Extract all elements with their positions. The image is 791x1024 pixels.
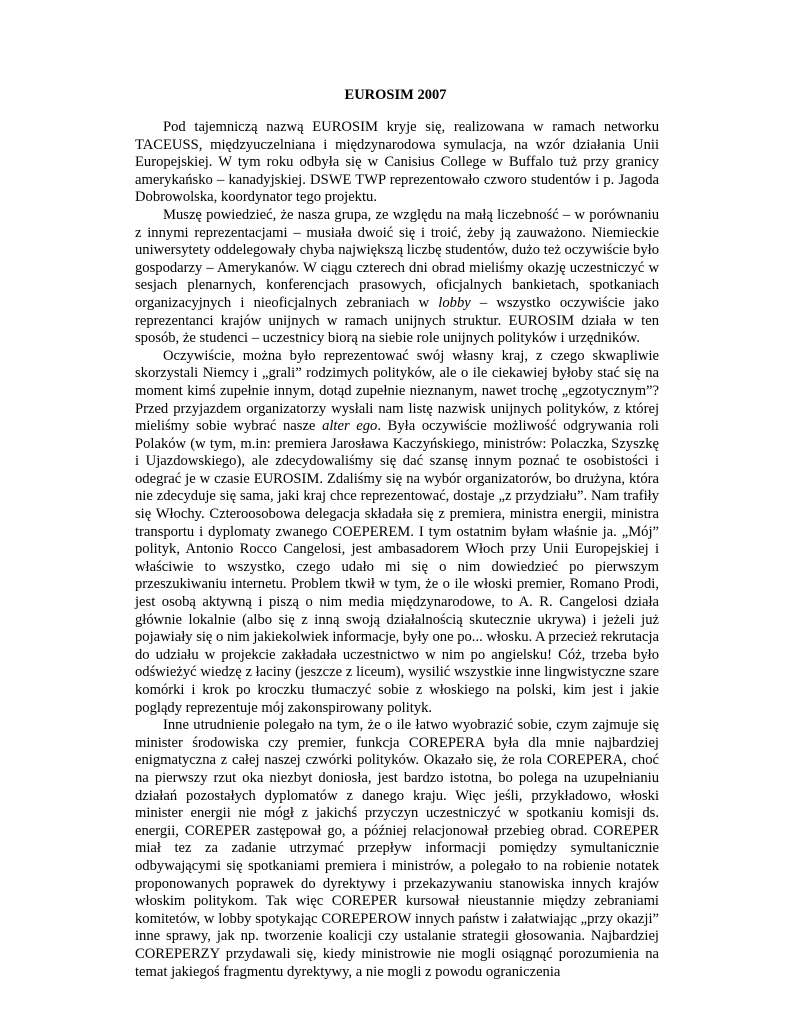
paragraph-text: Muszę powiedzieć, że nasza grupa, ze względu na małą liczebność – w porównaniu z innymi reprezentacjami – musiała dwoić się i troić, żeby ją zauważono. Niemieckie uniwersytety oddelegowały chyba największą liczbę studentów, dużo też oczywiście było gospodarzy – Amerykanów. W ciągu czterech dni obrad mieliśmy okazję uczestniczyć w sesjach plenarnych, konferencjach prasowych, oficjalnych bankietach, spotkaniach organizacyjnych i nieoficjalnych zebraniach w	[135, 206, 659, 311]
paragraph-text: – wszystko oczywiście jako reprezentanci krajów unijnych w ramach unijnych struktur. EUROSIM działa w ten sposób, że studenci – uczestnicy biorą na siebie role unijnych polityków i urzędników.	[135, 294, 659, 347]
paragraph-4	[135, 717, 659, 981]
italic-term: alter ego	[322, 418, 378, 435]
document-title: EUROSIM 2007	[344, 87, 447, 103]
paragraph-text: . Była oczywiście możliwość odgrywania roli Polaków (w tym, m.in: premiera Jarosława Kaczyńskiego, ministrów: Polaczka, Szyszkę i Ujazdowskiego), ale zdecydowaliśmy się dać szansę innym poznać te osobistości i odegrać je w czasie EUROSIM. Zdaliśmy się na wybór organizatorów, bo drużyna, która nie zdecyduje się sama, jaki kraj chce reprezentować, dostaje „z przydziału”. Nam trafiły się Włochy. Czteroosobowa delegacja składała się z premiera, ministra energii, ministra transportu i dyplomaty zwanego COEPEREM. I tym ostatnim byłam właśnie ja. „Mój” polityk, Antonio Rocco Cangelosi, jest ambasadorem Włoch przy Unii Europejskiej i właściwie to wszystko, czego udało mi się o nim dowiedzieć po pierwszym przeszukiwaniu internetu. Problem tkwił w tym, że o ile włoski premier, Romano Prodi, jest osobą aktywną i piszą o nim media międzynarodowe, to A. R. Cangelosi działa głównie lokalnie (albo się z inną swoją działalnością skutecznie ukrywa) i jeżeli już pojawiały się o nim jakiekolwiek informacje, były one po... włosku. A przecież rekrutacja do udziału w projekcie zakładała uczestnictwo w nim po angielsku! Cóż, trzeba było odświeżyć wiedzę z łaciny (jeszcze z liceum), wysilić wszystkie inne lingwistyczne szare komórki i krok po kroczku tłumaczyć sobie z włoskiego na polski, kim jest i jakie poglądy reprezentuje mój zakonspirowany polityk.	[135, 418, 659, 716]
document-body	[135, 119, 659, 981]
paragraph-text: Oczywiście, można było reprezentować swój własny kraj, z czego skwapliwie skorzystali Niemcy i „grali” rodzimych polityków, ale o ile ciekawiej byłoby stać się na moment kimś zupełnie innym, dotąd zupełnie nieznanym, nawet trochę „egzotycznym”? Przed przyjazdem organizatorzy wysłali nam listę nazwisk unijnych polityków, z której mieliśmy sobie wybrać nasze	[135, 347, 659, 435]
paragraph-text: Inne utrudnienie polegało na tym, że o ile łatwo wyobrazić sobie, czym zajmuje się minister środowiska czy premier, funkcja COREPERA była dla mnie najbardziej enigmatyczna z całej naszej czwórki polityków. Okazało się, że rola COREPERA, choć na pierwszy rzut oka niezbyt doniosła, jest bardzo istotna, bo polega na uzupełnianiu działań pozostałych dyplomatów z danego kraju. Więc jeśli, przykładowo, włoski minister energii nie mógł z jakichś przyczyn uczestniczyć w spotkaniu komisji ds. energii, COREPER zastępował go, a później relacjonował przebieg obrad. COREPER miał tez za zadanie utrzymać przepływ informacji pomiędzy symultanicznie odbywającymi się spotkaniami premiera i ministrów, a polegało to na robienie notatek proponowanych poprawek do dyrektywy i przekazywaniu stanowiska innych krajów włoskim politykom. Tak więc COREPER kursował nieustannie między zebraniami komitetów, w lobby spotykając COREPEROW innych państw i załatwiając „przy okazji” inne sprawy, jak np. tworzenie koalicji czy ustalanie strategii głosowania. Najbardziej COREPERZY przydawali się, kiedy ministrowie nie mogli osiągnąć porozumienia na temat jakiegoś fragmentu dyrektywy, a nie mogli z powodu ograniczenia	[135, 717, 659, 980]
paragraph-1	[135, 119, 659, 207]
paragraph-3	[135, 348, 659, 717]
paragraph-text: Pod tajemniczą nazwą EUROSIM kryje się, realizowana w ramach networku TACEUSS, międzyuczelniana i międzynarodowa symulacja, na wzór działania Unii Europejskiej. W tym roku odbyła się w Canisius College w Buffalo tuż przy granicy amerykańsko – kanadyjskiej. DSWE TWP reprezentowało czworo studentów i p. Jagoda Dobrowolska, koordynator tego projektu.	[135, 119, 659, 206]
italic-term: lobby	[438, 294, 471, 311]
paragraph-2	[135, 207, 659, 348]
